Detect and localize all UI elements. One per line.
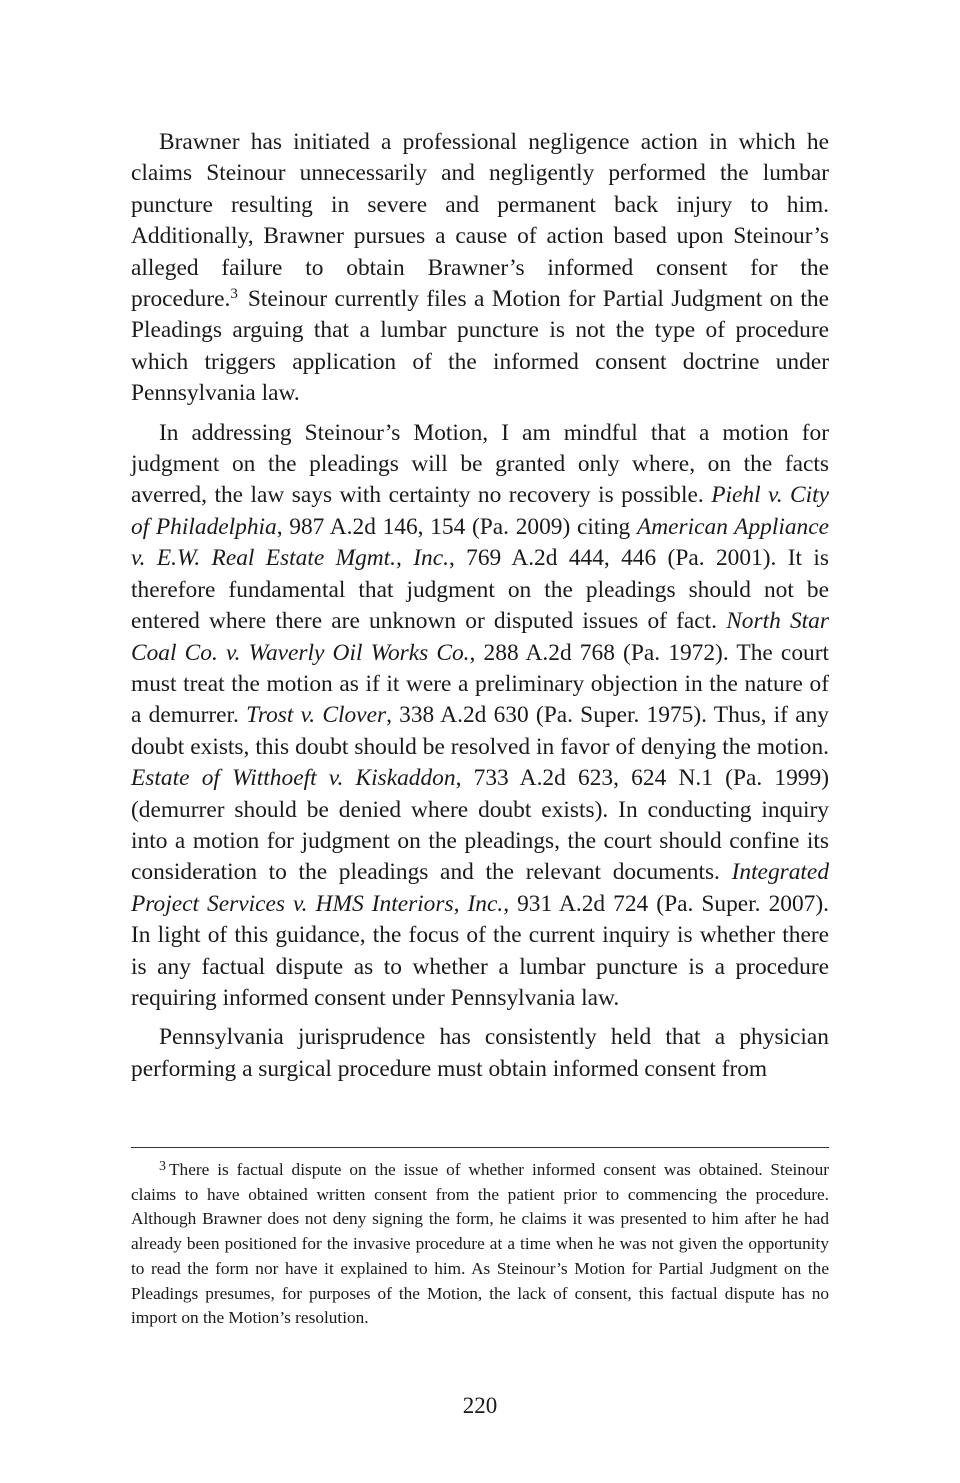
paragraph-text: , 733 A.2d 623, 624 N.1 (Pa. 1999) (demurrer should be denied where doubt exists). In conducting inquiry into a motion for judgment on the pleadings, the court should confine its consideration to the pleadings and the relevant documents. (131, 765, 829, 886)
footnote-text: There is factual dispute on the issue of whether informed consent was obtained. Steinour claims to have obtained written consent from the patient prior to commencing the procedure. Although Brawner does not deny signing the form, he claims it was presented to him after he had already been positioned for the invasive procedure at a time when he was not given the opportunity to read the form nor have it explained to him. As Steinour’s Motion for Partial Judgment on the Pleadings presumes, for purposes of the Motion, the lack of consent, this factual dispute has no import on the Motion’s resolution. (131, 1160, 829, 1328)
footnote-mark: 3 (159, 1159, 166, 1174)
case-citation: Piehl v. City of Philadelphia (131, 482, 830, 540)
paragraph-1 (131, 127, 829, 410)
paragraph-text: , 931 A.2d 724 (Pa. Super. 2007). In light of this guidance, the focus of the current inquiry is whether there is any factual dispute as to whether a lumbar puncture is a procedure requiring informed consent under Pennsylvania law. (131, 890, 829, 1011)
footnote (131, 1158, 829, 1331)
footnote-divider (131, 1147, 829, 1148)
paragraph-text: , 987 A.2d 146, 154 (Pa. 2009) citing (276, 513, 631, 540)
paragraph-text: Steinour currently files a Motion for Partial Judgment on the Pleadings arguing that a lumbar puncture is not the type of procedure which triggers application of the informed consent doctrine under Pennsylvania law. (131, 286, 829, 407)
case-citation: Estate of Witthoeft v. Kiskaddon (131, 765, 456, 792)
page-number: 220 (462, 1393, 498, 1418)
paragraph-text: , 288 A.2d 768 (Pa. 1972). The court must treat the motion as if it were a preliminary objection in the nature of a demurrer. (131, 639, 829, 729)
case-citation: American Appliance v. E.W. Real Estate Mgmt., Inc. (131, 513, 829, 572)
paragraph-text: , 338 A.2d 630 (Pa. Super. 1975). Thus, if any doubt exists, this doubt should be resolved in favor of denying the motion. (131, 702, 829, 760)
footnote-reference[interactable]: 3 (230, 286, 238, 303)
case-citation: Trost v. Clover (246, 702, 387, 729)
paragraph-text: In addressing Steinour’s Motion, I am mindful that a motion for judgment on the pleadings will be granted only where, on the facts averred, the law says with certainty no recovery is possible. (131, 419, 829, 509)
paragraph-2 (131, 418, 829, 1015)
paragraph-3 (131, 1022, 829, 1085)
paragraph-text: Pennsylvania jurisprudence has consistently held that a physician performing a surgical procedure must obtain informed consent from (131, 1024, 829, 1082)
paragraph-text: , 769 A.2d 444, 446 (Pa. 2001). It is therefore fundamental that judgment on the pleadings should not be entered where there are unknown or disputed issues of fact. (131, 545, 829, 635)
page-body (131, 127, 829, 1093)
case-citation: Integrated Project Services v. HMS Interiors, Inc. (131, 859, 830, 917)
case-citation: North Star Coal Co. v. Waverly Oil Works Co. (131, 608, 829, 666)
paragraph-text: Brawner has initiated a professional negligence action in which he claims Steinour unnecessarily and negligently performed the lumbar puncture resulting in severe and permanent back injury to him. Additionally, Brawner pursues a cause of action based upon Steinour’s alleged failure to obtain Brawner’s informed consent for the procedure. (131, 129, 829, 313)
